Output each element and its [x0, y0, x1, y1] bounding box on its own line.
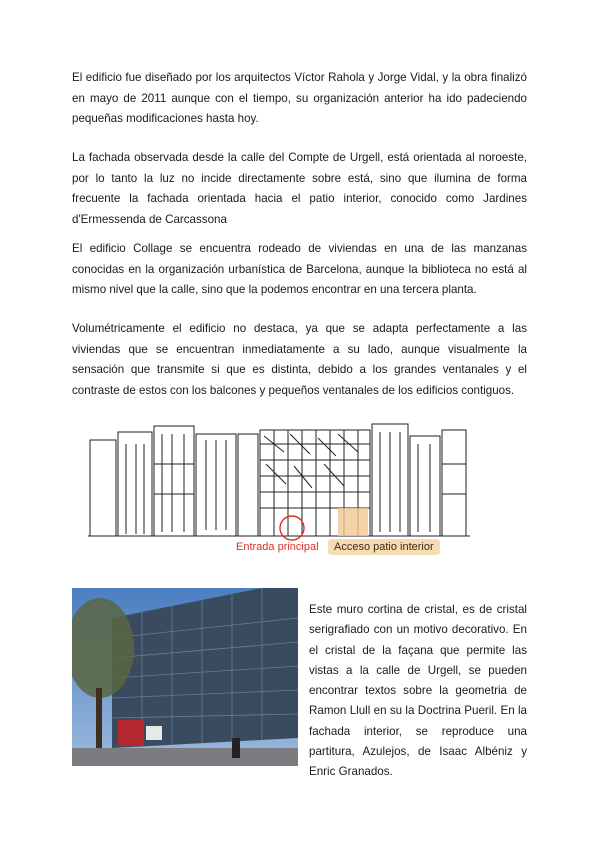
paragraph-facade-orientation: La fachada observada desde la calle del Compte de Urgell, está orientada al noroeste, por lo tanto la luz no incide directamente sobre está, sino que ilumina de forma frecuente la fachada orientada hacia el patio interior, conocido como Jardines d'Ermessenda de Carcassona	[72, 151, 527, 226]
building-photo	[72, 588, 298, 766]
curtain-wall-description: Este muro cortina de cristal, es de cristal serigrafiado con un motivo decorativo. En el cristal de la façana que permite las vistas a la calle de Urgell, se pueden encontrar textos sobre la geometria de Ramon Llull en su la Doctrina Pueril. En la fachada interior, se reproduce una partitura, Azulejos, de Isaac Albéniz y Enric Granados.	[309, 603, 527, 779]
paragraph-design: El edificio fue diseñado por los arquitectos Víctor Rahola y Jorge Vidal, y la obra finalizó en mayo de 2011 aunque con el tiempo, su organización anterior ha ido padeciendo pequeñas modificaciones hasta hoy.	[72, 71, 527, 125]
facade-elevation-drawing	[88, 404, 470, 544]
paragraph-surroundings: El edificio Collage se encuentra rodeado de viviendas en una de las manzanas conocidas en la organización urbanística de Barcelona, aunque la biblioteca no está al mismo nivel que la calle, sino que la podemos encontrar en una tercera planta.	[72, 242, 527, 296]
paragraph-volumetry: Volumétricamente el edificio no destaca, ya que se adapta perfectamente a las viviendas que se encuentran inmediatamente a su lado, aunque visualmente la sensación que transmite si que es distinta, debido a los grandes ventanales y el contraste de estos con los balcones y pequeños ventanales de los edificios contiguos.	[72, 322, 527, 397]
entrance-label: Entrada principal	[236, 541, 319, 553]
access-label: Acceso patio interior	[328, 539, 440, 555]
